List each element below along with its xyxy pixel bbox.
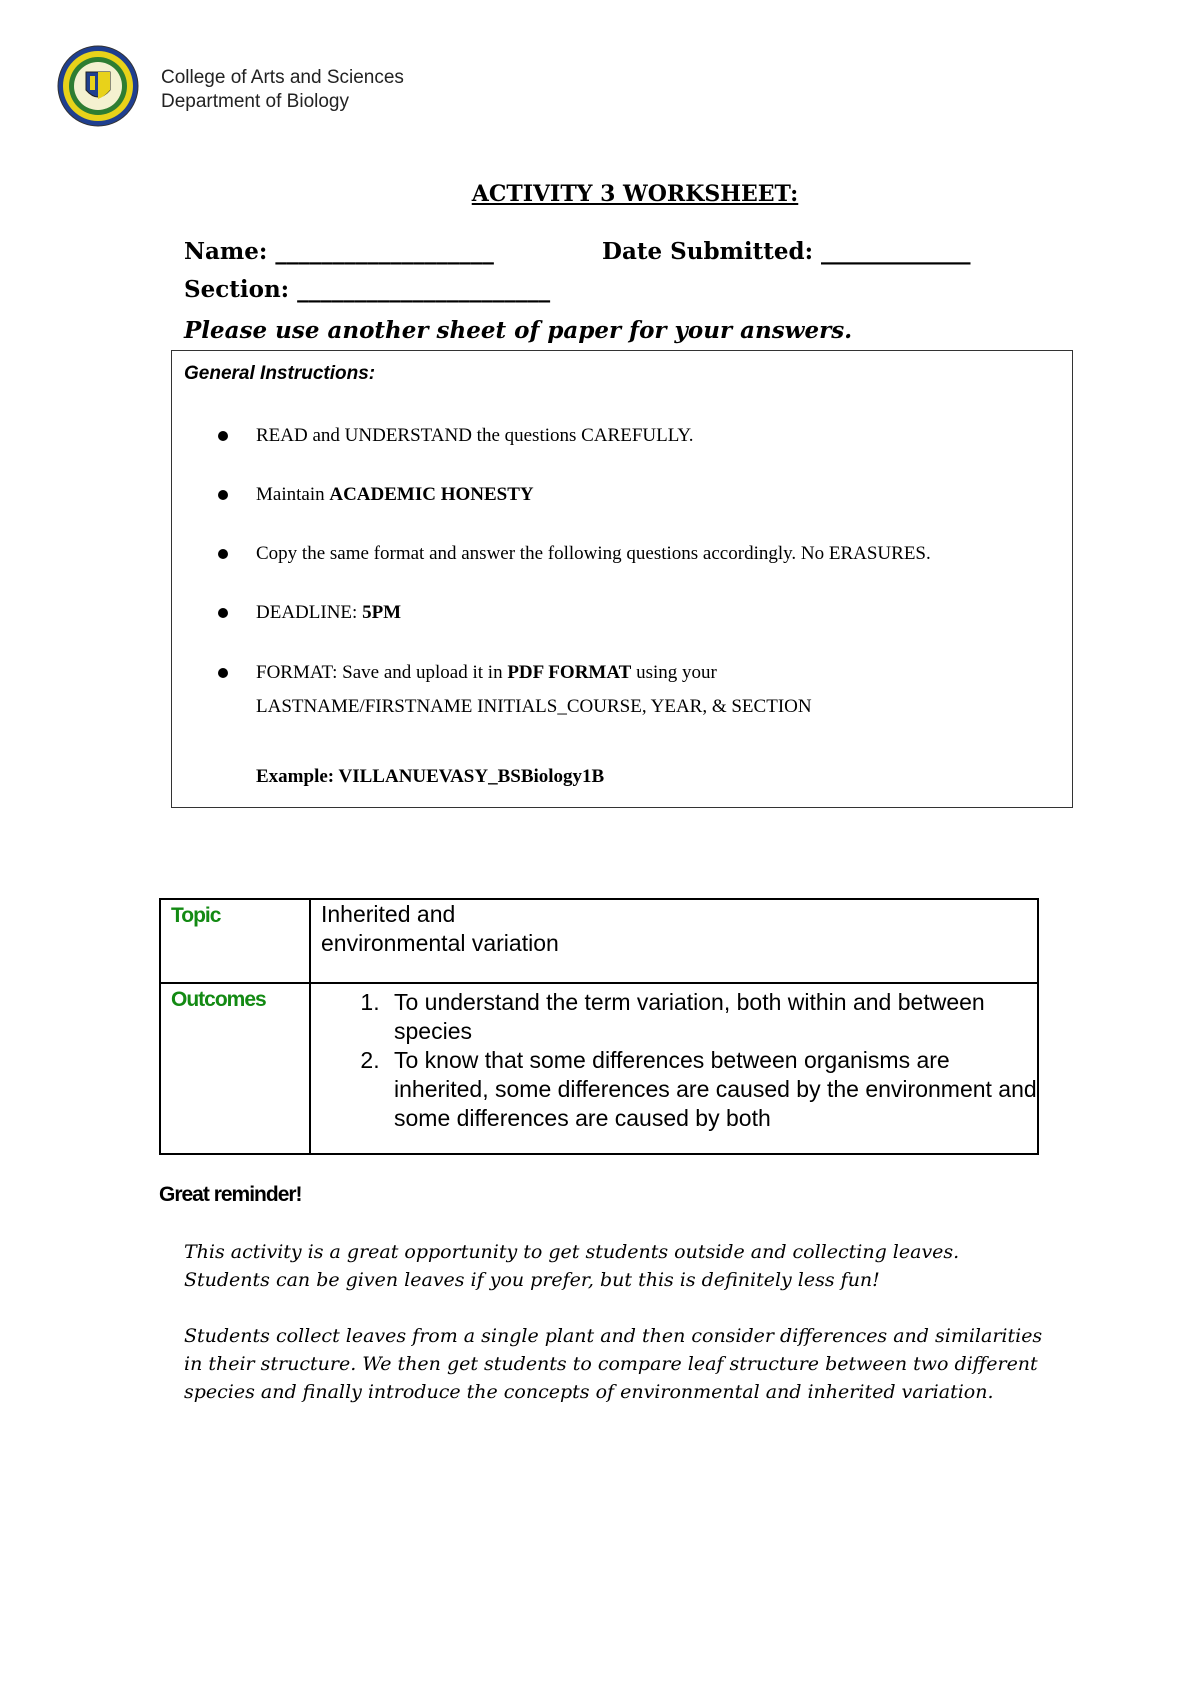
instructions-heading: General Instructions:: [184, 363, 376, 384]
topic-value: Inherited and environmental variation: [310, 899, 1038, 983]
date-submitted-field: Date Submitted: _____________: [602, 238, 971, 265]
outcomes-list: [311, 984, 1037, 1153]
topic-outcomes-table: [159, 898, 1039, 1155]
bullet-icon: [218, 549, 228, 559]
filename-example: Example: VILLANUEVASY_BSBiology1B: [256, 766, 605, 787]
bullet-icon: [218, 668, 228, 678]
department-header: [161, 66, 404, 114]
college-name: College of Arts and Sciences: [161, 67, 404, 88]
deadline-time: 5PM: [362, 602, 402, 623]
reminder-heading: Great reminder!: [159, 1183, 302, 1206]
worksheet-title: ACTIVITY 3 WORKSHEET:: [471, 181, 799, 207]
section-field: Section: ______________________: [184, 276, 551, 303]
reminder-paragraph: This activity is a great opportunity to get students outside and collecting leaves. Students can be given leaves if you prefer, but this is definitely less fun!: [184, 1241, 960, 1291]
outcomes-value: [310, 983, 1038, 1154]
outcomes-label: Outcomes: [160, 983, 310, 1154]
academic-honesty-text: ACADEMIC HONESTY: [329, 484, 534, 505]
list-item: 1. To understand the term variation, both within and between species: [386, 988, 1037, 1046]
bullet-icon: [218, 490, 228, 500]
topic-label: Topic: [160, 899, 310, 983]
name-field: Name: ___________________: [184, 238, 494, 265]
answer-sheet-note: Please use another sheet of paper for your answers.: [184, 317, 853, 344]
table-row: [160, 983, 1038, 1154]
list-item: 2. To know that some differences between organisms are inherited, some differences are caused by the environment and some differences are caused by both: [386, 1046, 1037, 1133]
university-seal-icon: [56, 44, 140, 128]
bullet-icon: [218, 431, 228, 441]
department-name: Department of Biology: [161, 91, 349, 112]
table-row: [160, 899, 1038, 983]
general-instructions-box: General Instructions: READ and UNDERSTAND the questions CAREFULLY. Maintain ACADEMIC HONESTY Copy the same format and answer the following questions accordingly. No ERASURES. DEADLINE: 5PM FORMAT: Save and upload it in PDF FORMAT using your LASTNAME/FIRSTNAME INITIALS_COURSE, YEAR, & SECTION Example: VILLANUEVASY_BSBiology1B: [171, 350, 1073, 808]
reminder-paragraph: Students collect leaves from a single plant and then consider differences and similarities in their structure. We then get students to compare leaf structure between two different species and finally introduce the concepts of environmental and inherited variation.: [184, 1325, 1043, 1403]
pdf-format-text: PDF FORMAT: [507, 662, 632, 683]
filename-format: LASTNAME/FIRSTNAME INITIALS_COURSE, YEAR, & SECTION: [256, 696, 812, 717]
bullet-icon: [218, 608, 228, 618]
